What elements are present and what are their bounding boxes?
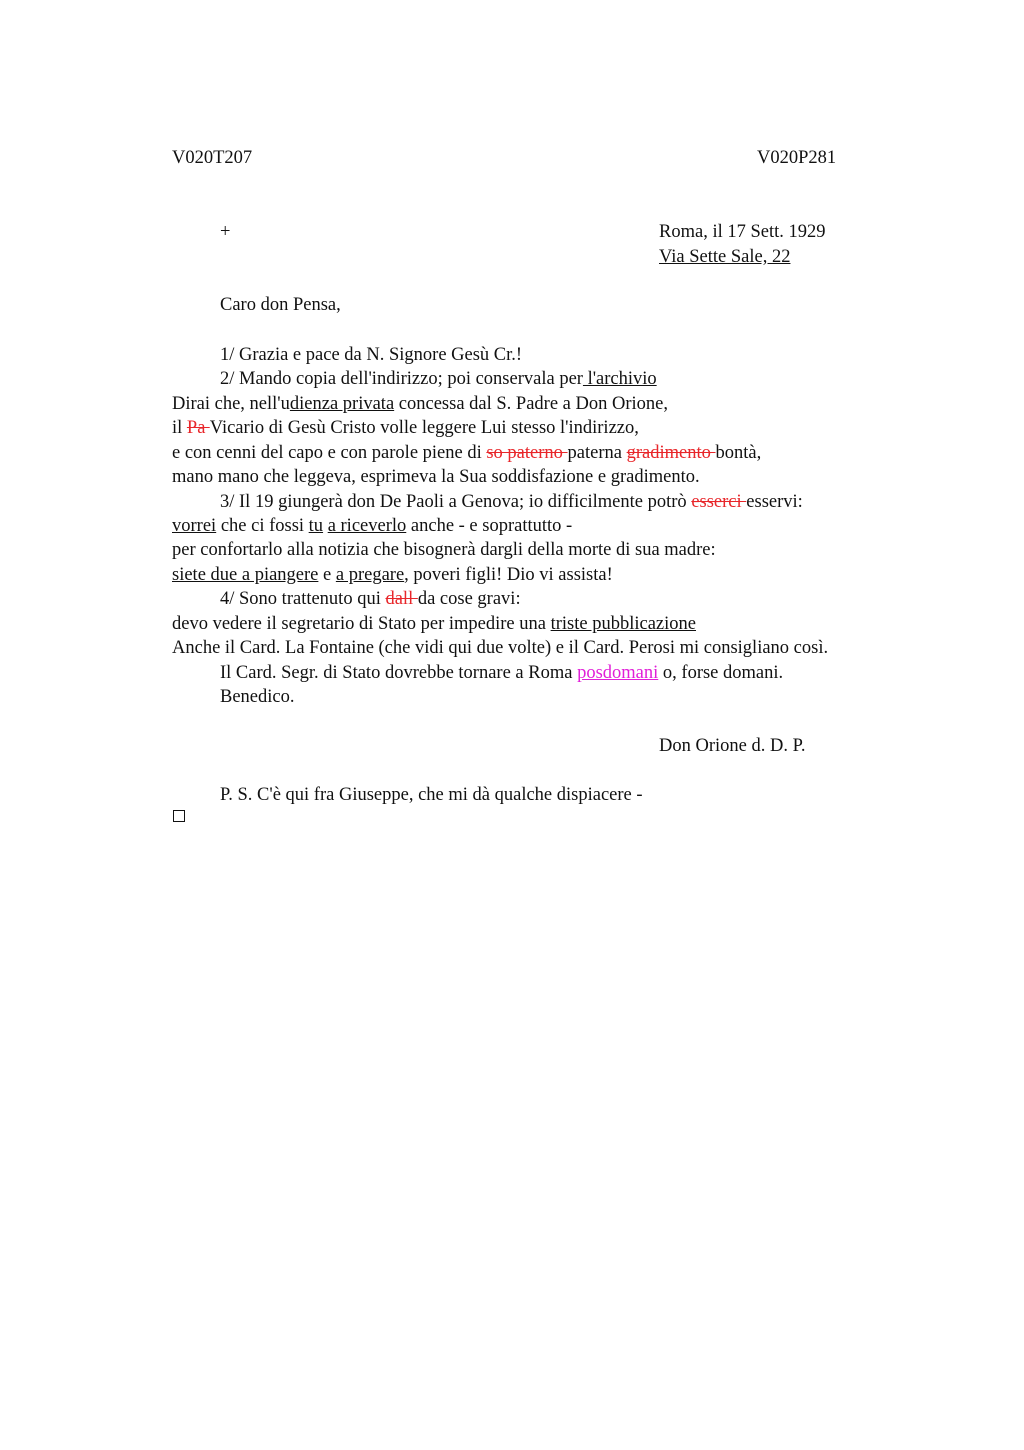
body-line-3 <box>172 392 668 416</box>
signature: Don Orione d. D. P. <box>659 736 806 756</box>
body-line-15 <box>220 685 295 709</box>
deleted-text: gradimento <box>626 443 716 463</box>
text-segment: Anche il Card. La Fontaine (che vidi qui due volte) e il Card. Perosi mi consigliano così. <box>172 638 829 658</box>
deleted-text: dall <box>385 589 418 609</box>
body-line-9 <box>172 538 716 562</box>
text-segment: per confortarlo alla notizia che bisognerà dargli della morte di sua madre: <box>172 540 716 560</box>
text-segment: il <box>172 418 187 438</box>
body-line-14 <box>220 661 783 685</box>
underlined-text: triste pubblicazione <box>550 614 696 634</box>
body-line-10 <box>172 563 613 587</box>
document-code-left: V020T207 <box>172 148 253 168</box>
underlined-text: vorrei <box>172 516 217 536</box>
underlined-text: a pregare <box>335 565 405 585</box>
text-segment: 1/ Grazia e pace da N. Signore Gesù Cr.! <box>220 345 523 365</box>
text-segment: Benedico. <box>220 687 295 707</box>
deleted-text: so paterno <box>486 443 568 463</box>
underlined-text: tu <box>308 516 324 536</box>
document-code-right: V020P281 <box>757 148 837 168</box>
text-segment: o, forse domani. <box>658 663 784 683</box>
text-segment: bontà, <box>715 443 762 463</box>
salutation: Caro don Pensa, <box>220 295 341 315</box>
text-segment: da cose gravi: <box>417 589 521 609</box>
text-segment: 3/ Il 19 giungerà don De Paoli a Genova; io difficilmente potrò <box>220 492 692 512</box>
deleted-text: Pa <box>186 418 210 438</box>
text-segment: 4/ Sono trattenuto qui <box>220 589 386 609</box>
text-segment: , poveri figli! Dio vi assista! <box>404 565 613 585</box>
text-segment: Il Card. Segr. di Stato dovrebbe tornare a Roma <box>220 663 578 683</box>
cross-symbol: + <box>220 222 231 242</box>
underlined-text: dienza privata <box>289 394 395 414</box>
underlined-text: l'archivio <box>582 369 657 389</box>
text-segment: Vicario di Gesù Cristo volle leggere Lui stesso l'indirizzo, <box>209 418 639 438</box>
text-segment: e <box>318 565 336 585</box>
underlined-text: a riceverlo <box>327 516 407 536</box>
body-line-5 <box>172 441 761 465</box>
text-segment: concessa dal S. Padre a Don Orione, <box>394 394 668 414</box>
underlined-text: siete due a piangere <box>172 565 319 585</box>
text-segment: devo vedere il segretario di Stato per impedire una <box>172 614 551 634</box>
checkbox-icon <box>173 810 185 822</box>
body-line-11 <box>220 587 521 611</box>
address: Via Sette Sale, 22 <box>659 247 791 267</box>
place-date: Roma, il 17 Sett. 1929 <box>659 222 826 242</box>
text-segment: che ci fossi <box>216 516 309 536</box>
body-line-12 <box>172 612 696 636</box>
body-line-7 <box>220 490 803 514</box>
body-line-2 <box>220 367 657 391</box>
text-segment: e con cenni del capo e con parole piene di <box>172 443 487 463</box>
body-line-1 <box>220 343 522 367</box>
body-line-6 <box>172 465 700 489</box>
inserted-text: posdomani <box>577 663 659 683</box>
text-segment: 2/ Mando copia dell'indirizzo; poi conservala per <box>220 369 583 389</box>
text-segment: esservi: <box>746 492 803 512</box>
deleted-text: esserci <box>691 492 747 512</box>
postscript: P. S. C'è qui fra Giuseppe, che mi dà qualche dispiacere - <box>220 785 643 805</box>
text-segment: mano mano che leggeva, esprimeva la Sua soddisfazione e gradimento. <box>172 467 700 487</box>
text-segment: paterna <box>567 443 627 463</box>
text-segment: anche - e soprattutto - <box>406 516 573 536</box>
body-line-8 <box>172 514 572 538</box>
body-line-13 <box>172 636 828 660</box>
text-segment: Dirai che, nell'u <box>172 394 290 414</box>
body-line-4 <box>172 416 639 440</box>
